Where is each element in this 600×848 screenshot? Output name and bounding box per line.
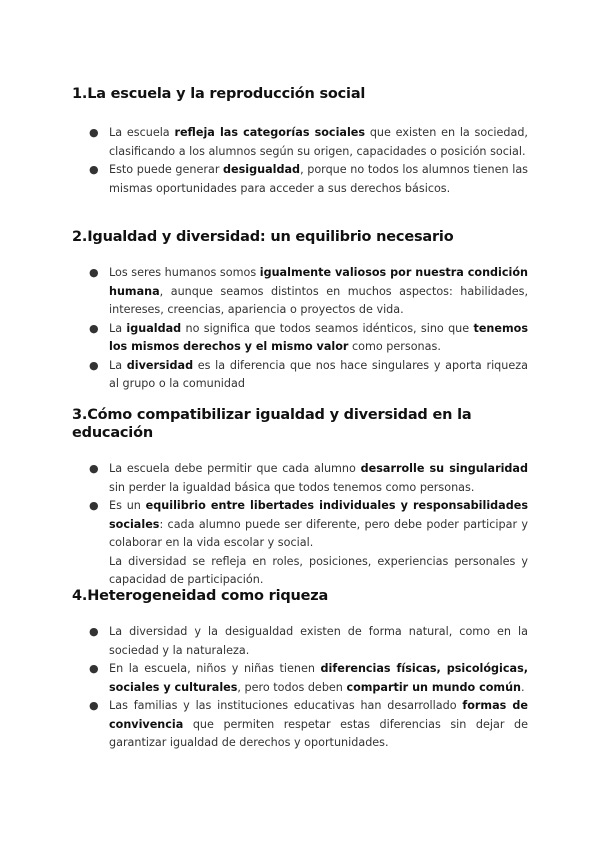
- bullet-list: [72, 460, 528, 590]
- list-item: [72, 697, 528, 753]
- bullet-icon: ●: [89, 499, 99, 512]
- bullet-icon: ●: [89, 699, 99, 712]
- list-item: [72, 460, 528, 497]
- text-segment: La: [109, 358, 127, 372]
- list-item: [72, 357, 528, 394]
- text-segment: , aunque seamos distintos en muchos aspectos: habilidades, intereses, creencias, apariencia o proyectos de vida.: [109, 284, 528, 316]
- list-item: [72, 623, 528, 660]
- bold-text: formas de convivencia: [109, 699, 528, 731]
- text-segment: no significa que todos seamos idénticos, sino que: [181, 321, 474, 335]
- text-segment: La diversidad y la desigualdad existen de forma natural, como en la sociedad y la naturaleza.: [109, 625, 528, 657]
- bullet-icon: ●: [89, 358, 99, 372]
- text-segment: que existen en la sociedad, clasificando a los alumnos según su origen, capacidades o posición social.: [109, 126, 528, 158]
- text-segment: Esto puede generar: [109, 163, 224, 176]
- text-segment: La escuela: [109, 126, 175, 139]
- text-segment: , porque no todos los alumnos tienen las mismas oportunidades para acceder a sus derechos básicos.: [109, 163, 529, 195]
- bold-text: refleja las categorías sociales: [174, 126, 366, 139]
- bold-text: desarrolle su singularidad: [360, 462, 528, 475]
- list-item: [72, 264, 528, 320]
- text-segment: .: [521, 680, 525, 694]
- section-heading: 4.Heterogeneidad como riqueza: [72, 588, 329, 604]
- text-segment: es la diferencia que nos hace singulares y aporta riqueza al grupo o la comunidad: [109, 358, 528, 390]
- text-segment: La escuela debe permitir que cada alumno: [109, 462, 361, 475]
- section-3: [72, 406, 528, 590]
- text-segment: En la escuela, niños y niñas tienen: [109, 662, 321, 675]
- text-segment: sin perder la igualdad básica que todos tenemos como personas.: [109, 480, 475, 494]
- text-segment: Es un: [109, 499, 146, 512]
- extra-paragraph: La diversidad se refleja en roles, posiciones, experiencias personales y capacidad de participación.: [109, 554, 528, 586]
- bold-text: igualmente valiosos por nuestra condición humana: [109, 266, 528, 298]
- bullet-icon: ●: [89, 321, 99, 335]
- list-item: [72, 320, 528, 357]
- section-heading: 1.La escuela y la reproducción social: [72, 86, 366, 102]
- section-2: [72, 228, 528, 394]
- bold-text: equilibrio entre libertades individuales y responsabilidades sociales: [109, 499, 528, 531]
- bullet-icon: ●: [89, 163, 99, 176]
- bullet-list: [72, 264, 528, 394]
- bullet-icon: ●: [89, 126, 99, 139]
- text-segment: , pero todos deben: [237, 680, 347, 694]
- section-heading: 2.Igualdad y diversidad: un equilibrio necesario: [72, 229, 454, 245]
- bold-text: desigualdad: [223, 163, 301, 176]
- bullet-icon: ●: [89, 462, 99, 475]
- bold-text: compartir un mundo común: [346, 680, 522, 694]
- bold-text: diferencias físicas, psicológicas, sociales y culturales: [109, 662, 528, 694]
- bold-text: igualdad: [126, 321, 182, 335]
- list-item: [72, 660, 528, 697]
- text-segment: como personas.: [348, 340, 441, 353]
- bullet-icon: ●: [89, 662, 99, 675]
- list-item: [72, 161, 528, 198]
- bold-text: diversidad: [126, 358, 194, 372]
- text-segment: que permiten respetar estas diferencias sin dejar de garantizar igualdad de derechos y oportunidades.: [109, 717, 528, 749]
- bold-text: tenemos los mismos derechos y el mismo valor: [109, 321, 528, 353]
- text-segment: Los seres humanos somos: [109, 266, 260, 279]
- text-segment: La: [109, 321, 127, 335]
- list-item: [72, 124, 528, 161]
- section-1: [72, 85, 528, 198]
- bullet-icon: ●: [89, 625, 99, 638]
- bullet-list: [72, 124, 528, 198]
- text-segment: : cada alumno puede ser diferente, pero debe poder participar y colaborar en la vida escolar y social.: [109, 517, 528, 549]
- bullet-list: [72, 623, 528, 753]
- list-item: [72, 497, 528, 590]
- section-heading: 3.Cómo compatibilizar igualdad y diversidad en la educación: [72, 407, 472, 441]
- bullet-icon: ●: [89, 266, 99, 279]
- section-4: [72, 587, 528, 753]
- text-segment: Las familias y las instituciones educativas han desarrollado: [109, 699, 463, 712]
